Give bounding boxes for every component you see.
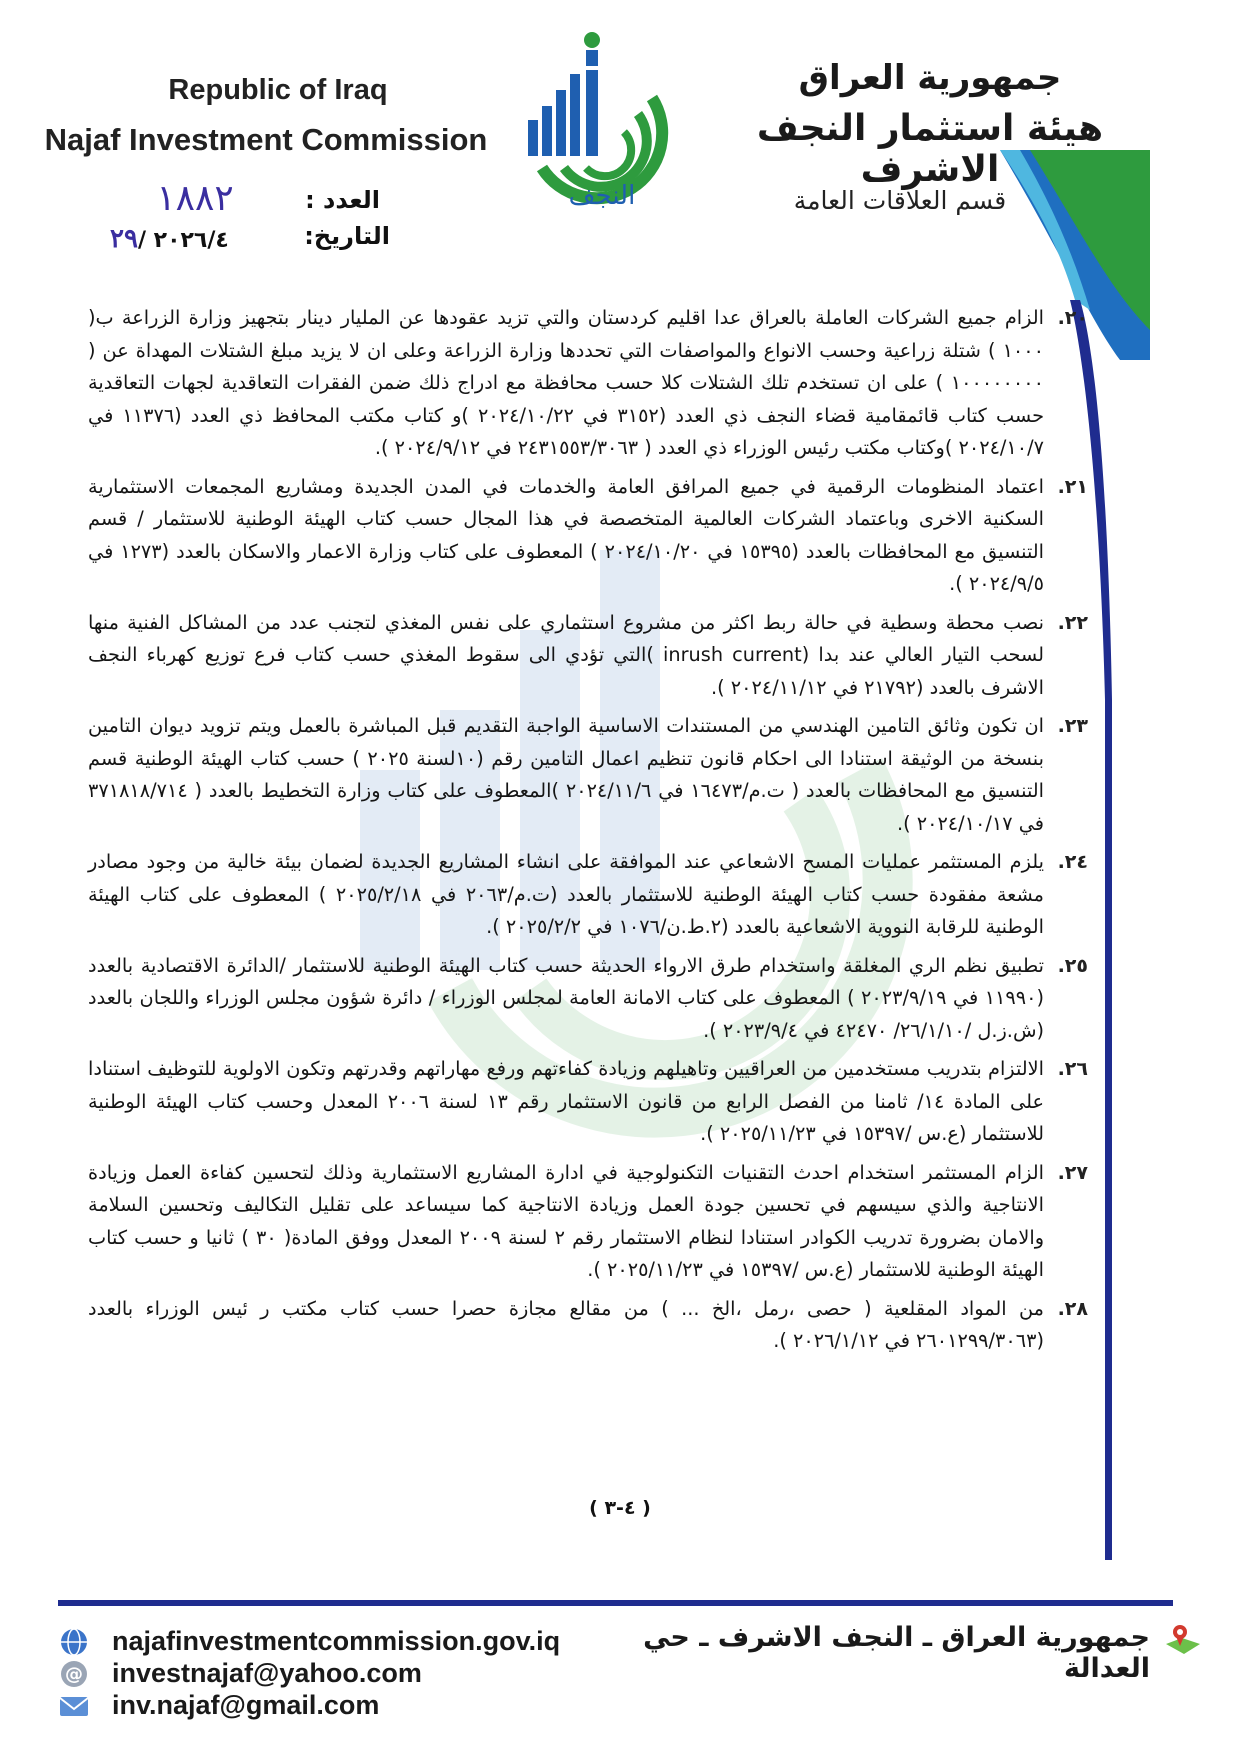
item-number: ٢٣. <box>1057 715 1088 737</box>
list-item <box>88 302 1088 465</box>
date-label: التاريخ: <box>304 222 390 250</box>
svg-text:@: @ <box>65 1664 83 1685</box>
header-commission-arabic: هيئة استثمار النجف الاشرف <box>756 108 1104 190</box>
date-day-handwritten: ٢٩ <box>110 224 138 254</box>
item-text: يلزم المستثمر عمليات المسح الاشعاعي عند الموافقة على انشاء المشاريع الجديدة لضمان بيئة خالية من وجود مصادر مشعة مفقودة حسب كتاب الهيئة الوطنية للاستثمار بالعدد (ت.م/٢٠٦٣ في ٢٠٢٥/٢/١٨ ) المعطوف على كتاب الهيئة الوطنية للرقابة النووية الاشعاعية بالعدد (٢.ط.ن/١٠٧٦ في ٢٠٢٥/٢/٢ ). <box>88 850 1045 938</box>
header-commission-english: Najaf Investment Commission <box>44 122 488 157</box>
contact-email-yahoo[interactable]: investnajaf@yahoo.com <box>112 1658 422 1688</box>
reference-number: ١٨٨٢ <box>156 178 234 219</box>
list-item <box>88 471 1088 601</box>
web-globe-icon <box>56 1626 92 1658</box>
header-department: قسم العلاقات العامة <box>793 186 1007 215</box>
footer-divider <box>58 1600 1173 1606</box>
footer-address: جمهورية العراق ـ النجف الاشرف ـ حي العدالة <box>643 1622 1150 1684</box>
email-envelope-icon <box>56 1690 92 1722</box>
commission-logo-icon <box>520 28 670 218</box>
page-number: ( ٤-٣ ) <box>589 1497 651 1519</box>
contact-email-gmail[interactable]: inv.najaf@gmail.com <box>112 1690 380 1720</box>
header-republic-english: Republic of Iraq <box>168 74 388 106</box>
item-text: من المواد المقلعية ( حصى ،رمل ،الخ ... ) من مقالع مجازة حصرا حسب كتاب مكتب ر ئيس الوزراء بالعدد (٢٦٠١٢٩٩/٣٠٦٣ في ٢٠٢٦/١/١٢ ). <box>88 1296 1044 1352</box>
item-text: ان تكون وثائق التامين الهندسي من المستندات الاساسية الواجبة التقديم قبل المباشرة بالعمل ويتم تزويد ديوان التامين بنسخة من الوثيقة استنادا الى احكام قانون تنظيم اعمال التامين رقم (١٠لسنة ٢٠٢٥ ) حسب كتاب الهيئة الوطنية قسم التنسيق مع المحافظات بالعدد ( ت.م/١٦٤٧٣ في ٢٠٢٤/١١/٦ )المعطوف على كتاب وزارة التخطيط بالعدد ( ٣٧١٨١٨/٧١٤ في ٢٠٢٤/١٠/١٧ ). <box>88 714 1044 835</box>
item-number: ٢١. <box>1057 475 1088 498</box>
map-pin-icon <box>1162 1620 1204 1660</box>
header-republic-arabic: جمهورية العراق <box>798 58 1062 98</box>
item-number: ٢٤. <box>1057 851 1088 873</box>
item-text: الزام المستثمر استخدام احدث التقنيات التكنولوجية في ادارة المشاريع الاستثمارية وذلك لتحسين كفاءة العمل وزيادة الانتاجية والذي سيسهم في تحسين جودة العمل وزيادة الانتاجية كما سيساعد على تقليل التكاليف وتحسين السلامة والامان بضرورة تدريب الكوادر استنادا لنظام الاستثمار رقم ٢ لسنة ٢٠٠٩ المعدل ووفق المادة( ٣٠ ) ثانيا و حسب كتاب الهيئة الوطنية للاستثمار (ع.س /١٥٣٩٧ في ٢٠٢٥/١١/٢٣ ). <box>88 1160 1045 1281</box>
conditions-list <box>88 302 1088 1364</box>
item-text: نصب محطة وسطية في حالة ربط اكثر من مشروع استثماري على نفس المغذي لتجنب عدد من المشاكل الفنية منها لسحب التيار العالي عند بدا (inrush current )التي تؤدي الى سقوط المغذي حسب كتاب فرع توزيع كهرباء النجف الاشرف بالعدد (٢١٧٩٢ في ٢٠٢٤/١١/١٢ ). <box>88 610 1044 699</box>
item-number: ٢٥. <box>1057 954 1088 977</box>
item-number: ٢٦. <box>1057 1058 1088 1080</box>
item-number: ٢٧. <box>1057 1161 1088 1184</box>
item-text: الالتزام بتدريب مستخدمين من العراقيين وتاهيلهم وزيادة كفاءتهم ورفع مهاراتهم وقدرتهم وتكون الاولوية للتوظيف استنادا على المادة ١٤/ ثامنا من الفصل الرابع من قانون الاستثمار رقم ١٣ لسنة ٢٠٠٦ المعدل وحسب كتاب الهيئة الوطنية للاستثمار (ع.س /١٥٣٩٧ في ٢٠٢٥/١١/٢٣ ). <box>88 1057 1045 1145</box>
list-item <box>88 846 1088 944</box>
logo-text: النجف <box>568 181 636 211</box>
email-at-icon <box>56 1658 92 1690</box>
item-number: ٢٢. <box>1057 611 1088 634</box>
date-rest: ٢٠٢٦/٤ / <box>137 228 229 253</box>
reference-label: العدد : <box>305 186 380 214</box>
contact-website-link[interactable]: najafinvestmentcommission.gov.iq <box>112 1626 561 1656</box>
list-item <box>88 710 1088 840</box>
date-value <box>110 224 300 254</box>
item-text: الزام جميع الشركات العاملة بالعراق عدا اقليم كردستان والتي تزيد عقودها عن المليار دينار بتجهيز وزارة الزراعة ب( ١٠٠٠ ) شتلة زراعية وحسب الانواع والمواصفات التي تحددها وزارة الزراعة وعلى ان لا يزيد مبلغ الشتلات المهداة عن ( ١٠٠٠٠٠٠٠٠ ) على ان تستخدم تلك الشتلات كلا حسب محافظة مع ادراج ذلك ضمن الفقرات التعاقدية لجهات التعاقدية حسب كتاب قائمقامية قضاء النجف ذي العدد (٣١٥٢ في ٢٠٢٤/١٠/٢٢ )و كتاب مكتب المحافظ ذي العدد (١١٣٧٦ في ٢٠٢٤/١٠/٧ )وكتاب مكتب رئيس الوزراء ذي العدد ( ٢٤٣١٥٥٣/٣٠٦٣ في ٢٠٢٤/٩/١٢ ). <box>88 306 1044 459</box>
item-text: اعتماد المنظومات الرقمية في جميع المرافق العامة والخدمات في المدن الجديدة ومشاريع المجمعات الاستثمارية السكنية الاخرى وباعتماد الشركات العالمية المتخصصة في هذا المجال حسب كتاب الهيئة الوطنية للاستثمار / قسم التنسيق مع المحافظات بالعدد (١٥٣٩٥ في ٢٠٢٤/١٠/٢٠ ) المعطوف على كتاب وزارة الاعمار والاسكان بالعدد (١٢٧٣ في ٢٠٢٤/٩/٥ ). <box>88 474 1045 595</box>
item-text: تطبيق نظم الري المغلقة واستخدام طرق الارواء الحديثة حسب كتاب الهيئة الوطنية للاستثمار /الدائرة الاقتصادية بالعدد (١١٩٩٠ في ٢٠٢٣/٩/١٩ ) المعطوف على كتاب الامانة العامة لمجلس الوزراء / دائرة شؤون مجلس الوزراء واللجان بالعدد (ش.ز.ل /٢٦/١/١٠/ ٤٢٤٧٠ في ٢٠٢٣/٩/٤ ). <box>88 953 1045 1042</box>
list-item <box>88 1053 1088 1151</box>
list-item <box>88 1293 1088 1358</box>
list-item <box>88 1157 1088 1287</box>
item-number: ٢٨. <box>1057 1297 1088 1320</box>
list-item <box>88 950 1088 1048</box>
list-item <box>88 607 1088 705</box>
item-number: ٢٠. <box>1057 307 1088 329</box>
